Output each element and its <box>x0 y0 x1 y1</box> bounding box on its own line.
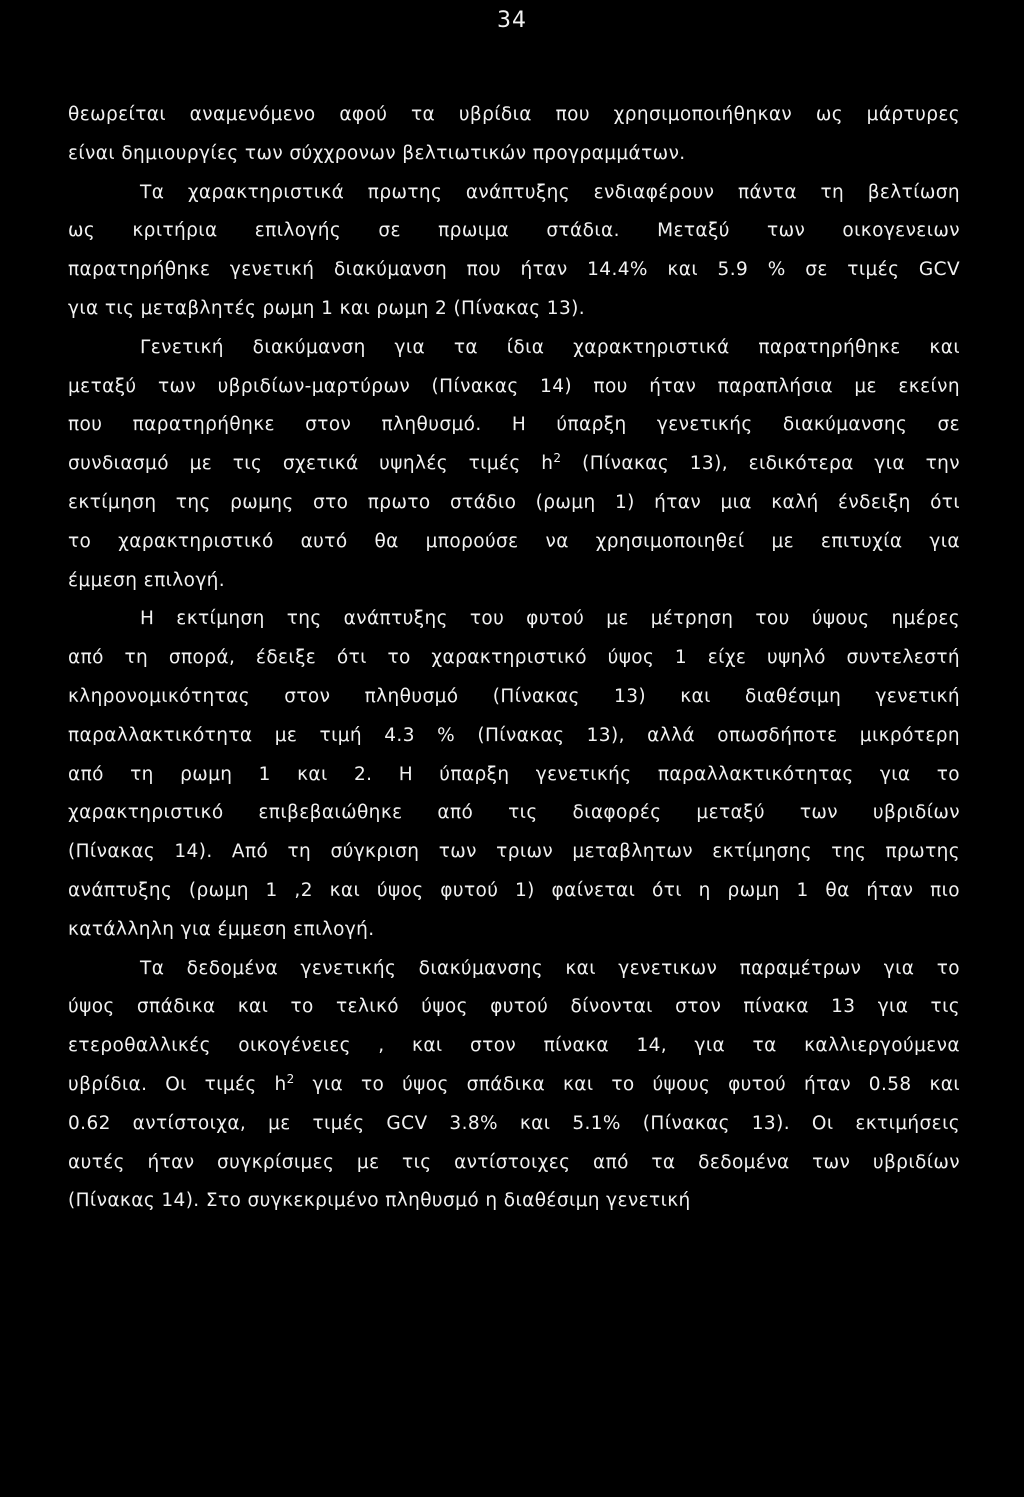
text-line: ως κριτήρια επιλογής σε πρωιμα στάδια. Μεταξύ των οικογενειων <box>68 220 960 242</box>
text-line: ετεροθαλλικές οικογένειες , και στον πίνακα 14, για τα καλλιεργούμενα <box>68 1035 960 1057</box>
text-line: ύψος σπάδικα και το τελικό ύψος φυτού δίνονται στον πίνακα 13 για τις <box>68 996 960 1018</box>
text-line: Τα δεδομένα γενετικής διακύμανσης και γενετικων παραμέτρων για το <box>140 957 960 979</box>
text-line: αυτές ήταν συγκρίσιμες με τις αντίστοιχες από τα δεδομένα των υβριδίων <box>68 1151 960 1173</box>
text-line <box>68 445 960 484</box>
text-line: κατάλληλη για έμμεση επιλογή. <box>68 918 375 940</box>
paragraph-2 <box>68 174 960 329</box>
text-line: για τις μεταβλητές ρωμη 1 και ρωμη 2 (Πίνακας 13). <box>68 297 586 319</box>
page-number: 34 <box>497 8 527 33</box>
superscript: 2 <box>286 1071 295 1086</box>
text-segment: υβρίδια. Οι τιμές h <box>68 1073 287 1095</box>
text-line: είναι δημιουργίες των σύχχρονων βελτιωτικών προγραμμάτων. <box>68 142 686 164</box>
superscript: 2 <box>553 451 562 466</box>
paragraph-3 <box>68 329 960 601</box>
text-line: παραλλακτικότητα με τιμή 4.3 % (Πίνακας 13), αλλά οπωσδήποτε μικρότερη <box>68 724 960 746</box>
body-text <box>68 96 960 1221</box>
paragraph-5 <box>68 950 960 1222</box>
text-line: το χαρακτηριστικό αυτό θα μπορούσε να χρησιμοποιηθεί με επιτυχία για <box>68 530 960 552</box>
text-line: χαρακτηριστικό επιβεβαιώθηκε από τις διαφορές μεταξύ των υβριδίων <box>68 802 960 824</box>
text-line: 0.62 αντίστοιχα, με τιμές GCV 3.8% και 5.1% (Πίνακας 13). Οι εκτιμήσεις <box>68 1112 960 1134</box>
text-line: θεωρείται αναμενόμενο αφού τα υβρίδια που χρησιμοποιήθηκαν ως μάρτυρες <box>68 104 960 125</box>
text-line: (Πίνακας 14). Από τη σύγκριση των τριων μεταβλητων εκτίμησης της πρωτης <box>68 841 960 863</box>
text-line: Τα χαρακτηριστικά πρωτης ανάπτυξης ενδιαφέρουν πάντα τη βελτίωση <box>140 181 960 203</box>
text-line: (Πίνακας 14). Στο συγκεκριμένο πληθυσμό η διαθέσιμη γενετική <box>68 1190 691 1212</box>
paragraph-4 <box>68 600 960 949</box>
text-line: έμμεση επιλογή. <box>68 569 226 591</box>
text-line: που παρατηρήθηκε στον πληθυσμό. Η ύπαρξη γενετικής διακύμανσης σε <box>68 414 960 436</box>
text-line: Η εκτίμηση της ανάπτυξης του φυτού με μέτρηση του ύψους ημέρες <box>140 608 960 630</box>
text-segment: (Πίνακας 13), ειδικότερα για την <box>561 453 961 475</box>
text-line: ανάπτυξης (ρωμη 1 ,2 και ύψος φυτού 1) φαίνεται ότι η ρωμη 1 θα ήταν πιο <box>68 879 960 901</box>
text-line: παρατηρήθηκε γενετική διακύμανση που ήταν 14.4% και 5.9 % σε τιμές GCV <box>68 259 960 281</box>
text-line <box>68 1066 960 1105</box>
text-segment: συνδιασμό με τις σχετικά υψηλές τιμές h <box>68 453 554 475</box>
text-segment: για το ύψος σπάδικα και το ύψους φυτού ήταν 0.58 και <box>294 1073 960 1095</box>
text-line: εκτίμηση της ρωμης στο πρωτο στάδιο (ρωμη 1) ήταν μια καλή ένδειξη ότι <box>68 491 960 513</box>
text-line: μεταξύ των υβριδίων-μαρτύρων (Πίνακας 14) που ήταν παραπλήσια με εκείνη <box>68 375 960 397</box>
paragraph-1 <box>68 96 960 174</box>
text-line: Γενετική διακύμανση για τα ίδια χαρακτηριστικά παρατηρήθηκε και <box>140 336 960 358</box>
text-line: από τη σπορά, έδειξε ότι το χαρακτηριστικό ύψος 1 είχε υψηλό συντελεστή <box>68 647 960 669</box>
text-line: από τη ρωμη 1 και 2. Η ύπαρξη γενετικής παραλλακτικότητας για το <box>68 763 960 785</box>
text-line: κληρονομικότητας στον πληθυσμό (Πίνακας 13) και διαθέσιμη γενετική <box>68 685 960 707</box>
